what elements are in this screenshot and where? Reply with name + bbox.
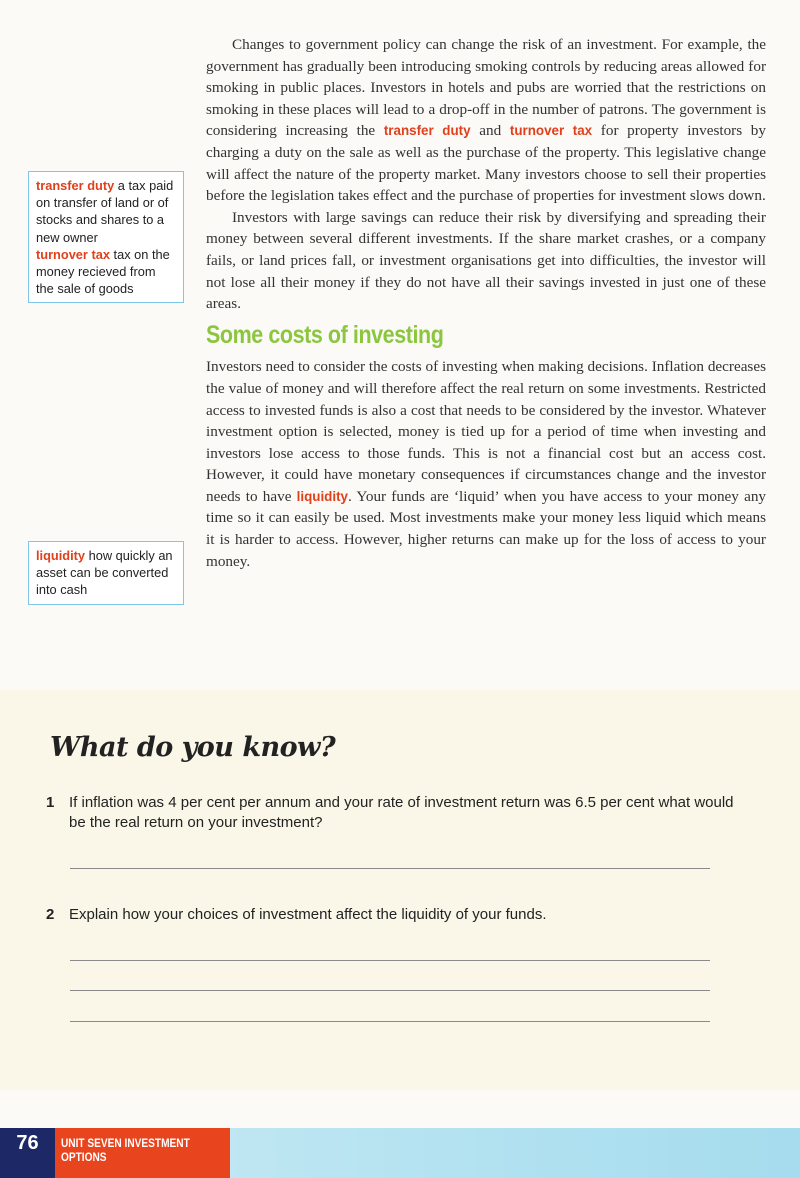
footer-band: [230, 1128, 800, 1178]
keyword-transfer-duty: transfer duty: [383, 123, 471, 139]
quiz-section: [0, 690, 800, 1090]
answer-line[interactable]: [70, 868, 710, 869]
quiz-title: What do you know?: [50, 732, 336, 763]
paragraph-policy-risk: Changes to government policy can change the risk of an investment. For example, the government has gradually been introducing smoking controls by reducing areas allowed for smoking in public places. Investors in hotels and pubs are worried that the restrictions on smoking in these places will lead to a drop-off in the number of patrons. The government is considering increasing the transfer duty and turnover tax for property investors by charging a duty on the sale as well as the purchase of the property. This legislative change will affect the nature of the property market. Many investors choose to sell their properties before the legislation takes effect and the purchase of properties for investment slows down.: [206, 36, 766, 205]
glossary-definition: tax on the money recieved from the sale of goods: [36, 246, 170, 297]
section-heading: Some costs of investing: [206, 320, 444, 349]
answer-line[interactable]: [70, 990, 710, 991]
glossary-definition: how quickly an asset can be converted into cash: [36, 548, 173, 598]
answer-line[interactable]: [70, 1021, 710, 1022]
answer-line[interactable]: [70, 960, 710, 961]
keyword-turnover-tax: turnover tax: [509, 123, 593, 139]
keyword-liquidity: liquidity: [296, 488, 348, 504]
unit-title: UNIT SEVEN INVESTMENT OPTIONS: [55, 1128, 230, 1178]
main-text-column: [206, 34, 766, 572]
question-text: Explain how your choices of investment affect the liquidity of your funds.: [69, 906, 547, 923]
glossary-term: turnover tax: [36, 246, 110, 262]
glossary-box-liquidity: [28, 541, 184, 605]
page-number: 76: [0, 1128, 55, 1178]
question-text: If inflation was 4 per cent per annum and your rate of investment return was 6.5 per cent what would be the real return on your investment?: [69, 794, 734, 831]
paragraph-diversifying: Investors with large savings can reduce their risk by diversifying and spreading their money between several different investments. If the share market crashes, or a company fails, or land prices fall, or investment organisations get into difficulties, the investor will not lose all their money if they do not have all their savings invested in just one of these areas.: [206, 208, 766, 313]
glossary-term: transfer duty: [36, 178, 115, 193]
question-number: 2: [46, 906, 55, 923]
glossary-box-transfer-duty: [28, 171, 184, 303]
glossary-term: liquidity: [36, 548, 86, 563]
question-number: 1: [46, 794, 55, 811]
paragraph-costs: Investors need to consider the costs of investing when making decisions. Inflation decreases the value of money and will therefore affect the real return on some investments. Restricted access to invested funds is also a cost that needs to be considered by the investor. Whatever investment option is selected, money is tied up for a period of time when investing and investors lose access to those funds. This is not a financial cost but an access cost. However, it could have monetary consequences if circumstances change and the investor needs to have liquidity. Your funds are ‘liquid’ when you have access to your money any time so it can easily be used. Most investments make your money less liquid which means it is harder to access. However, higher returns can make up for the loss of access to your money.: [206, 358, 767, 570]
glossary-definition: a tax paid on transfer of land or of stocks and shares to a new owner: [36, 178, 174, 245]
